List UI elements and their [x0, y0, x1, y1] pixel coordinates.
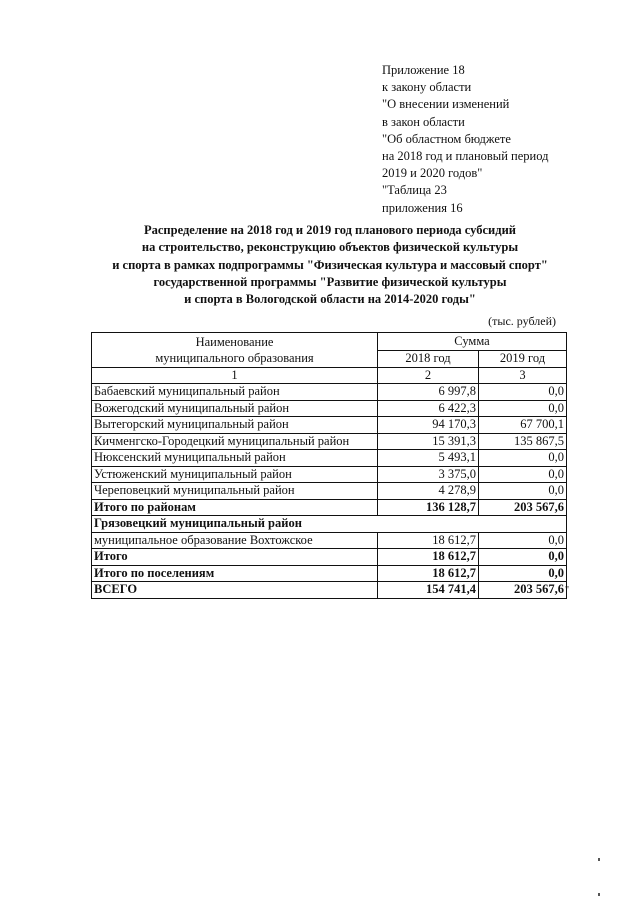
document-title: [60, 222, 600, 308]
table-row: [92, 532, 567, 549]
title-line: и спорта в Вологодской области на 2014-2020 годы": [184, 292, 476, 307]
value-2019: 0,0: [479, 400, 567, 417]
row-name: ВСЕГО: [92, 582, 378, 599]
title-line: государственной программы "Развитие физической культуры: [153, 274, 507, 289]
col-num: 3: [479, 367, 567, 384]
table-row: [92, 483, 567, 500]
header-row: [92, 333, 567, 351]
appendix-line: "Таблица 23: [382, 183, 447, 198]
scan-mark: [598, 893, 600, 896]
closing-quote: ": [565, 585, 570, 596]
value-2018: 18 612,7: [378, 532, 479, 549]
row-name: Вожегодский муниципальный район: [92, 400, 378, 417]
value-2018: 3 375,0: [378, 466, 479, 483]
table-row: [92, 582, 567, 599]
row-name: Кичменгско-Городецкий муниципальный район: [92, 433, 378, 450]
table-row: [92, 466, 567, 483]
appendix-line: 2019 и 2020 годов": [382, 166, 483, 181]
value-2018: 94 170,3: [378, 417, 479, 434]
row-name: муниципальное образование Вохтожское: [92, 532, 378, 549]
header-name-line: Наименование: [195, 335, 274, 349]
table-row: [92, 450, 567, 467]
value-2018: 5 493,1: [378, 450, 479, 467]
table-row: [92, 433, 567, 450]
header-2018: 2018 год: [378, 351, 479, 368]
header-sum: Сумма: [378, 333, 567, 351]
appendix-reference: [382, 62, 548, 217]
value-2018: 4 278,9: [378, 483, 479, 500]
title-line: на строительство, реконструкцию объектов физической культуры: [141, 240, 519, 255]
table-row: [92, 384, 567, 401]
units-label: (тыс. рублей): [488, 314, 556, 328]
scan-mark: [598, 858, 600, 861]
col-num: 1: [92, 367, 378, 384]
table-row: [92, 549, 567, 566]
subsidy-table: [91, 332, 570, 599]
appendix-line: "Об областном бюджете: [382, 131, 511, 146]
row-name: Вытегорский муниципальный район: [92, 417, 378, 434]
appendix-line: Приложение 18: [382, 63, 465, 77]
row-name: Бабаевский муниципальный район: [92, 384, 378, 401]
row-name: Итого по районам: [92, 499, 378, 516]
row-name: Устюженский муниципальный район: [92, 466, 378, 483]
value-2019: 135 867,5: [479, 433, 567, 450]
value-2018: 6 422,3: [378, 400, 479, 417]
appendix-line: к закону области: [382, 80, 472, 95]
col-num: 2: [378, 367, 479, 384]
appendix-line: на 2018 год и плановый период: [382, 149, 549, 164]
value-2018: 154 741,4: [378, 582, 479, 599]
header-name: [92, 333, 378, 368]
value-2019: 0,0: [479, 483, 567, 500]
value-2018: 18 612,7: [378, 565, 479, 582]
value-2018: 6 997,8: [378, 384, 479, 401]
header-2019: 2019 год: [479, 351, 567, 368]
table-row: [92, 565, 567, 582]
value-2019: 0,0: [479, 532, 567, 549]
value-2019: 203 567,6: [479, 499, 567, 516]
column-number-row: [92, 367, 567, 384]
table-row: [92, 400, 567, 417]
row-name: Итого: [92, 549, 378, 566]
row-name: Нюксенский муниципальный район: [92, 450, 378, 467]
value-2019: 0,0: [479, 549, 567, 566]
value-2018: 18 612,7: [378, 549, 479, 566]
header-name-line: муниципального образования: [155, 351, 314, 365]
row-name: Итого по поселениям: [92, 565, 378, 582]
value-2018: 136 128,7: [378, 499, 479, 516]
value-2019: 0,0: [479, 565, 567, 582]
title-line: Распределение на 2018 год и 2019 год планового периода субсидий: [144, 223, 516, 237]
value-2019: 0,0: [479, 466, 567, 483]
value-2018: 15 391,3: [378, 433, 479, 450]
section-name: Грязовецкий муниципальный район: [92, 516, 567, 533]
appendix-line: "О внесении изменений: [382, 97, 510, 112]
row-name: Череповецкий муниципальный район: [92, 483, 378, 500]
table-row: [92, 417, 567, 434]
value-2019: 67 700,1: [479, 417, 567, 434]
value-2019: 0,0: [479, 450, 567, 467]
appendix-line: в закон области: [382, 114, 465, 129]
value-2019: 0,0: [479, 384, 567, 401]
value-2019: 203 567,6: [479, 582, 567, 599]
table-row: [92, 499, 567, 516]
appendix-line: приложения 16: [382, 200, 463, 215]
table-row: [92, 516, 567, 533]
title-line: и спорта в рамках подпрограммы "Физическая культура и массовый спорт": [112, 257, 548, 272]
